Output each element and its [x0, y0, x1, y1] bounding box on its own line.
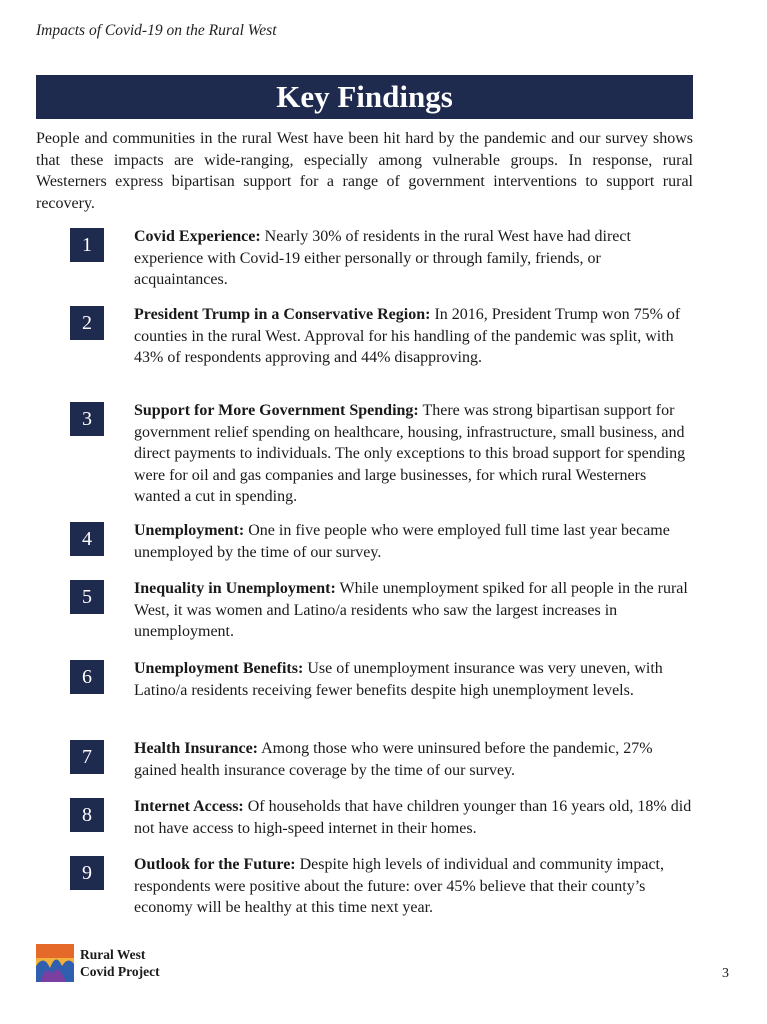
finding-body: There was strong bipartisan support for government relief spending on healthcare, housing, infrastructure, small business, and direct payments to individuals. The only exceptions to this broad support for spending were for oil and gas companies and large businesses, for which rural Westerners wanted a cut in spending. — [134, 402, 686, 505]
finding-heading: Unemployment Benefits: — [134, 660, 304, 677]
finding-body: In 2016, President Trump won 75% of counties in the rural West. Approval for his handling of the pandemic was split, with 43% of respondents approving and 44% disapproving. — [134, 306, 681, 366]
finding-body: One in five people who were employed full time last year became unemployed by the time of our survey. — [134, 522, 670, 561]
footer-org-line1: Rural West — [80, 947, 146, 962]
footer-org-line2: Covid Project — [80, 964, 160, 979]
finding-heading: Covid Experience: — [134, 228, 261, 245]
finding-body: Use of unemployment insurance was very uneven, with Latino/a residents receiving fewer benefits despite high unemployment levels. — [134, 660, 663, 699]
page-number: 3 — [722, 966, 729, 981]
rural-west-logo-icon — [36, 944, 74, 982]
finding-number-badge: 2 — [70, 306, 104, 340]
running-head: Impacts of Covid-19 on the Rural West — [36, 22, 277, 39]
finding-text — [134, 304, 695, 369]
key-findings-banner: Key Findings — [36, 75, 693, 119]
finding-number-badge: 1 — [70, 228, 104, 262]
finding-number-badge: 9 — [70, 856, 104, 890]
finding-number-badge: 7 — [70, 740, 104, 774]
finding-heading: President Trump in a Conservative Region: — [134, 306, 431, 323]
finding-text — [134, 520, 695, 563]
finding-body: Nearly 30% of residents in the rural West have had direct experience with Covid-19 either personally or through family, friends, or acquaintances. — [134, 228, 631, 288]
finding-heading: Inequality in Unemployment: — [134, 580, 336, 597]
intro-paragraph: People and communities in the rural West have been hit hard by the pandemic and our survey shows that these impacts are wide-ranging, especially among vulnerable groups. In response, rural Westerners express bipartisan support for a range of government interventions to support rural recovery. — [36, 130, 693, 212]
finding-text — [134, 796, 695, 839]
finding-text — [134, 578, 695, 643]
finding-body: Of households that have children younger than 16 years old, 18% did not have access to high-speed internet in their homes. — [134, 798, 692, 837]
finding-heading: Unemployment: — [134, 522, 245, 539]
finding-body: While unemployment spiked for all people in the rural West, it was women and Latino/a residents who saw the largest increases in unemployment. — [134, 580, 688, 640]
finding-text — [134, 658, 695, 701]
finding-heading: Outlook for the Future: — [134, 856, 296, 873]
finding-text — [134, 226, 695, 291]
footer-org-name — [80, 946, 160, 980]
finding-number-badge: 4 — [70, 522, 104, 556]
finding-heading: Internet Access: — [134, 798, 244, 815]
finding-heading: Health Insurance: — [134, 740, 258, 757]
finding-number-badge: 5 — [70, 580, 104, 614]
finding-text — [134, 854, 695, 919]
finding-number-badge: 8 — [70, 798, 104, 832]
finding-text — [134, 738, 695, 781]
finding-number-badge: 3 — [70, 402, 104, 436]
finding-heading: Support for More Government Spending: — [134, 402, 419, 419]
finding-body: Despite high levels of individual and community impact, respondents were positive about the future: over 45% believe that their county’s economy will be healthy at this time next year. — [134, 856, 664, 916]
finding-text — [134, 400, 695, 508]
finding-body: Among those who were uninsured before the pandemic, 27% gained health insurance coverage by the time of our survey. — [134, 740, 653, 779]
finding-number-badge: 6 — [70, 660, 104, 694]
